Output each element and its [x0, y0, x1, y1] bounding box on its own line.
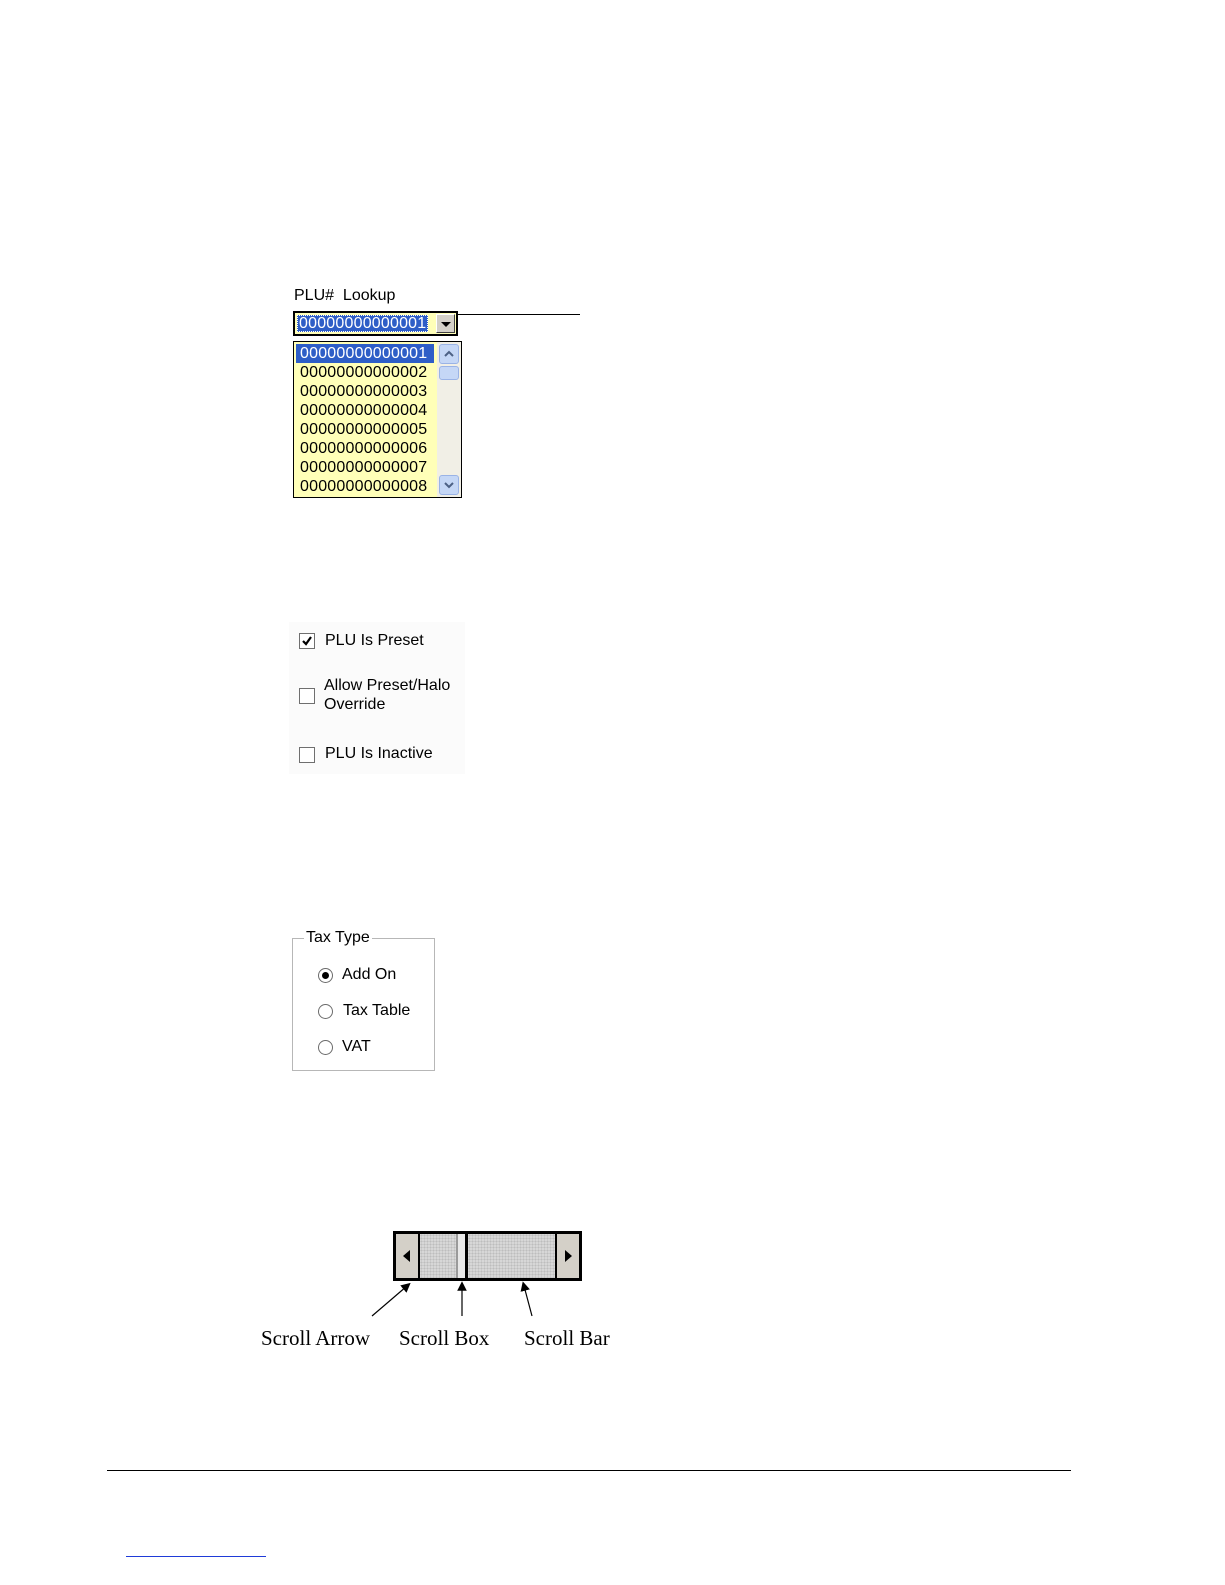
chevron-up-icon — [444, 350, 454, 358]
list-item[interactable]: 00000000000007 — [300, 459, 428, 476]
preset-checkbox-label: PLU Is Preset — [325, 632, 424, 649]
radio-selected-dot — [322, 972, 329, 979]
inactive-checkbox[interactable] — [299, 747, 315, 763]
triangle-right-icon — [564, 1250, 572, 1262]
list-item[interactable]: 00000000000001 — [296, 344, 434, 363]
list-item[interactable]: 00000000000008 — [300, 478, 428, 495]
footer-divider — [107, 1470, 1071, 1471]
list-item[interactable]: 00000000000002 — [300, 364, 428, 381]
chevron-down-icon[interactable] — [436, 314, 455, 333]
callout-arrows — [360, 1280, 560, 1320]
footer-link-underline[interactable] — [126, 1556, 266, 1557]
list-item[interactable]: 00000000000003 — [300, 383, 428, 400]
override-checkbox-label-line2: Override — [324, 696, 386, 713]
scroll-box[interactable] — [456, 1234, 468, 1278]
scroll-bar-pointer — [524, 1286, 532, 1316]
chevron-down-icon — [444, 481, 454, 489]
vat-label: VAT — [342, 1038, 371, 1055]
list-item[interactable]: 00000000000004 — [300, 402, 428, 419]
scroll-right-arrow[interactable] — [555, 1234, 579, 1278]
add-on-label: Add On — [342, 966, 397, 983]
scroll-left-arrow[interactable] — [396, 1234, 420, 1278]
tax-type-title: Tax Type — [306, 929, 370, 946]
vertical-scrollbar[interactable] — [437, 342, 461, 497]
plu-lookup-label: PLU# Lookup — [294, 287, 396, 304]
checkmark-icon — [301, 635, 313, 647]
scroll-up-button[interactable] — [439, 344, 459, 364]
scroll-arrow-caption: Scroll Arrow — [261, 1326, 371, 1350]
override-checkbox[interactable] — [299, 688, 315, 704]
plu-lookup-dropdown-list[interactable] — [293, 341, 462, 498]
tax-table-radio[interactable] — [318, 1004, 333, 1019]
triangle-left-icon — [403, 1250, 411, 1262]
inactive-checkbox-label: PLU Is Inactive — [325, 745, 433, 762]
checkbox-panel — [289, 622, 465, 774]
scroll-box-caption: Scroll Box — [399, 1326, 490, 1350]
list-item[interactable]: 00000000000006 — [300, 440, 428, 457]
add-on-radio[interactable] — [318, 968, 333, 983]
scroll-bar-caption: Scroll Bar — [524, 1326, 610, 1350]
list-item[interactable]: 00000000000005 — [300, 421, 428, 438]
scroll-thumb[interactable] — [439, 366, 459, 380]
tax-table-label: Tax Table — [343, 1002, 411, 1019]
plu-lookup-combobox[interactable] — [293, 311, 458, 336]
vat-radio[interactable] — [318, 1040, 333, 1055]
horizontal-scrollbar[interactable] — [393, 1231, 582, 1281]
plu-lookup-selected-value[interactable]: 00000000000001 — [299, 315, 427, 332]
scroll-arrow-pointer — [372, 1286, 407, 1316]
preset-checkbox[interactable] — [299, 633, 315, 649]
callout-line — [458, 314, 580, 315]
scroll-down-button[interactable] — [439, 475, 459, 495]
override-checkbox-label-line1: Allow Preset/Halo — [324, 677, 451, 694]
